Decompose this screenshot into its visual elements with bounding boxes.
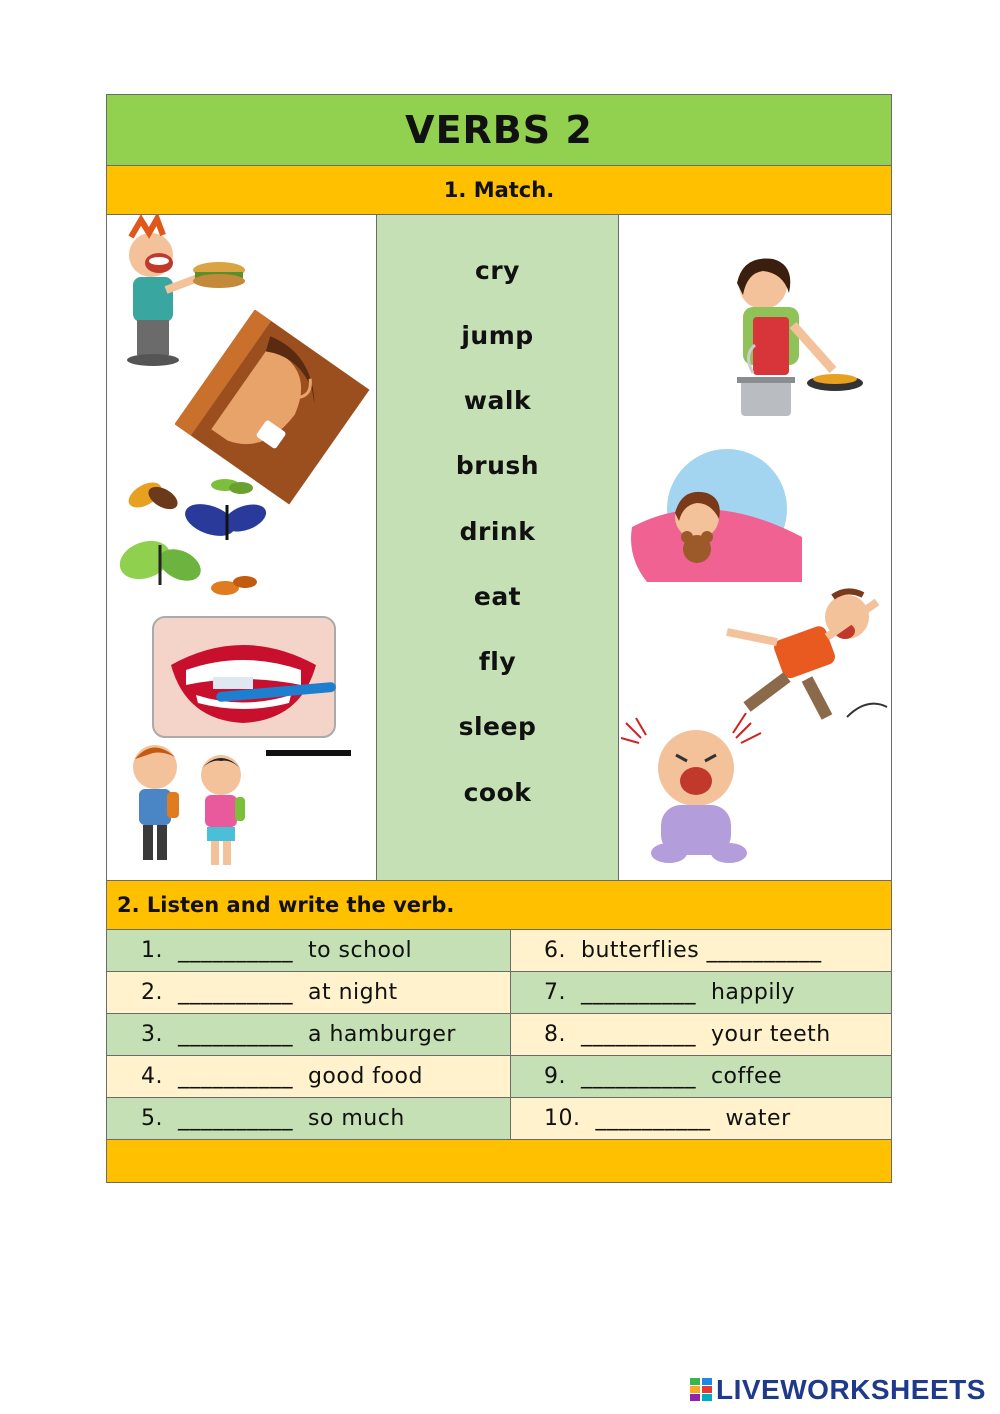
word-item[interactable]: brush [455,451,540,480]
item-7[interactable]: 7. __________ happily [511,972,891,1014]
listen-write-table [107,930,891,1140]
butterflies-picture[interactable] [115,470,275,605]
word-item[interactable]: jump [461,321,534,350]
woman-cooking-picture[interactable] [713,255,873,435]
word-item[interactable]: fly [478,647,517,676]
word-item[interactable]: walk [463,386,532,415]
word-item[interactable]: drink [459,517,536,546]
word-item[interactable]: eat [473,582,522,611]
girl-sleeping-picture[interactable] [627,447,802,582]
word-item[interactable]: sleep [458,712,537,741]
liveworksheets-logo [690,1374,986,1406]
right-pictures-column [619,215,891,880]
item-3[interactable]: 3. __________ a hamburger [107,1014,511,1056]
verb-word-list [376,215,619,880]
footer-bar [107,1140,891,1182]
word-item[interactable]: cook [463,778,532,807]
page-title: VERBS 2 [107,95,891,166]
item-10[interactable]: 10. __________ water [511,1098,891,1140]
left-pictures-column [107,215,376,880]
worksheet [106,94,892,1183]
item-8[interactable]: 8. __________ your teeth [511,1014,891,1056]
item-5[interactable]: 5. __________ so much [107,1098,511,1140]
word-item[interactable]: cry [475,256,520,285]
item-1[interactable]: 1. __________ to school [107,930,511,972]
item-9[interactable]: 9. __________ coffee [511,1056,891,1098]
logo-text: LIVEWORKSHEETS [716,1374,986,1405]
baby-crying-picture[interactable] [621,713,771,868]
logo-icon [690,1378,712,1402]
item-2[interactable]: 2. __________ at night [107,972,511,1014]
match-area [107,215,891,881]
item-4[interactable]: 4. __________ good food [107,1056,511,1098]
kids-walking-to-school-picture[interactable] [123,737,253,872]
section-2-heading: 2. Listen and write the verb. [107,881,891,930]
section-1-heading: 1. Match. [107,166,891,215]
item-6[interactable]: 6. butterflies __________ [511,930,891,972]
